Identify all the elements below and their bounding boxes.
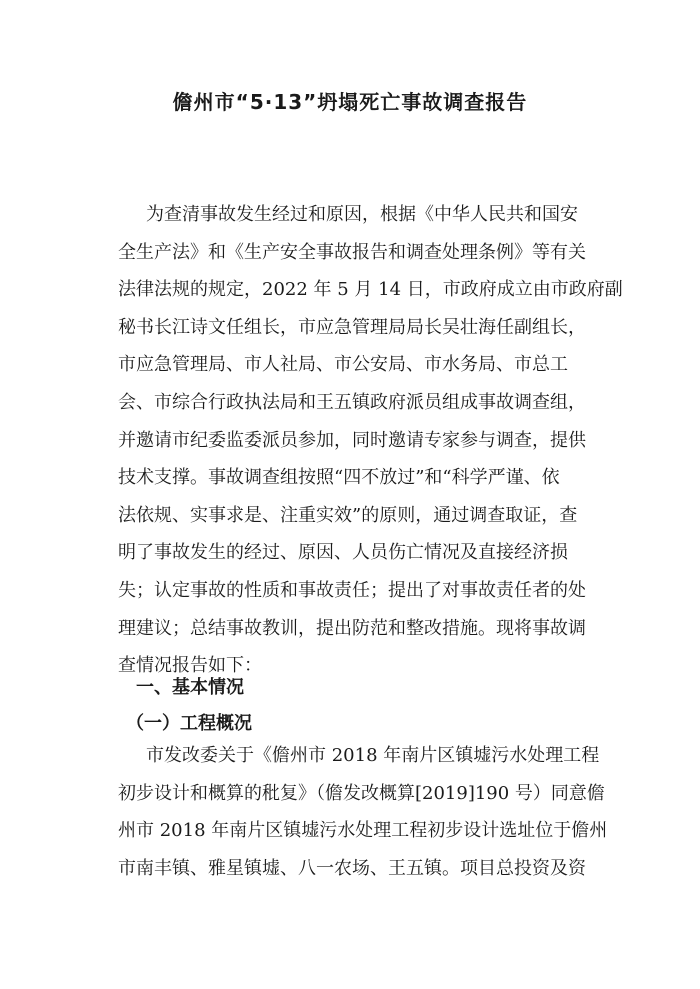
paragraph-line: 法律法规的规定，2022 年 5 月 14 日，市政府成立由市政府副 — [118, 279, 623, 301]
paragraph-line: 明了事故发生的经过、原因、人员伤亡情况及直接经济损 — [118, 542, 568, 564]
paragraph-line: 市南丰镇、雅星镇墟、八一农场、王五镇。项目总投资及资 — [118, 857, 586, 879]
paragraph-line: 初步设计和概算的秕复》（儋发改概算[2019]190 号）同意儋 — [118, 782, 605, 804]
paragraph-line: 市应急管理局、市人社局、市公安局、市水务局、市总工 — [118, 354, 568, 376]
paragraph-line: 技术支撑。事故调查组按照“四不放过”和“科学严谨、依 — [118, 467, 560, 489]
paragraph-line: 全生产法》和《生产安全事故报告和调查处理条例》等有关 — [118, 241, 586, 263]
paragraph-line: 并邀请市纪委监委派员参加，同时邀请专家参与调查，提供 — [118, 429, 586, 451]
paragraph-line: 失；认定事故的性质和事故责任；提出了对事故责任者的处 — [118, 579, 586, 601]
paragraph-line: 秘书长江诗文任组长，市应急管理局局长吴壮海任副组长， — [118, 316, 586, 338]
paragraph-line: 市发改委关于《儋州市 2018 年南片区镇墟污水处理工程 — [146, 745, 600, 766]
subsection-heading-project-overview: （一）工程概况 — [126, 713, 252, 734]
paragraph-line: 州市 2018 年南片区镇墟污水处理工程初步设计选址位于儋州 — [118, 820, 608, 842]
project-overview-paragraph — [118, 737, 608, 887]
section-heading-basic-info: 一、基本情况 — [136, 677, 244, 698]
paragraph-line: 理建议；总结事故教训，提出防范和整改措施。现将事故调 — [118, 617, 586, 639]
paragraph-line: 会、市综合行政执法局和王五镇政府派员组成事故调查组， — [118, 391, 586, 413]
paragraph-line: 法依规、实事求是、注重实效”的原则，通过调查取证，查 — [118, 504, 578, 526]
intro-paragraph — [118, 196, 623, 685]
paragraph-line: 为查清事故发生经过和原因，根据《中华人民共和国安 — [146, 204, 578, 225]
paragraph-line: 查情况报告如下： — [118, 655, 262, 677]
document-title: 儋州市“5·13”坍塌死亡事故调查报告 — [172, 90, 528, 114]
